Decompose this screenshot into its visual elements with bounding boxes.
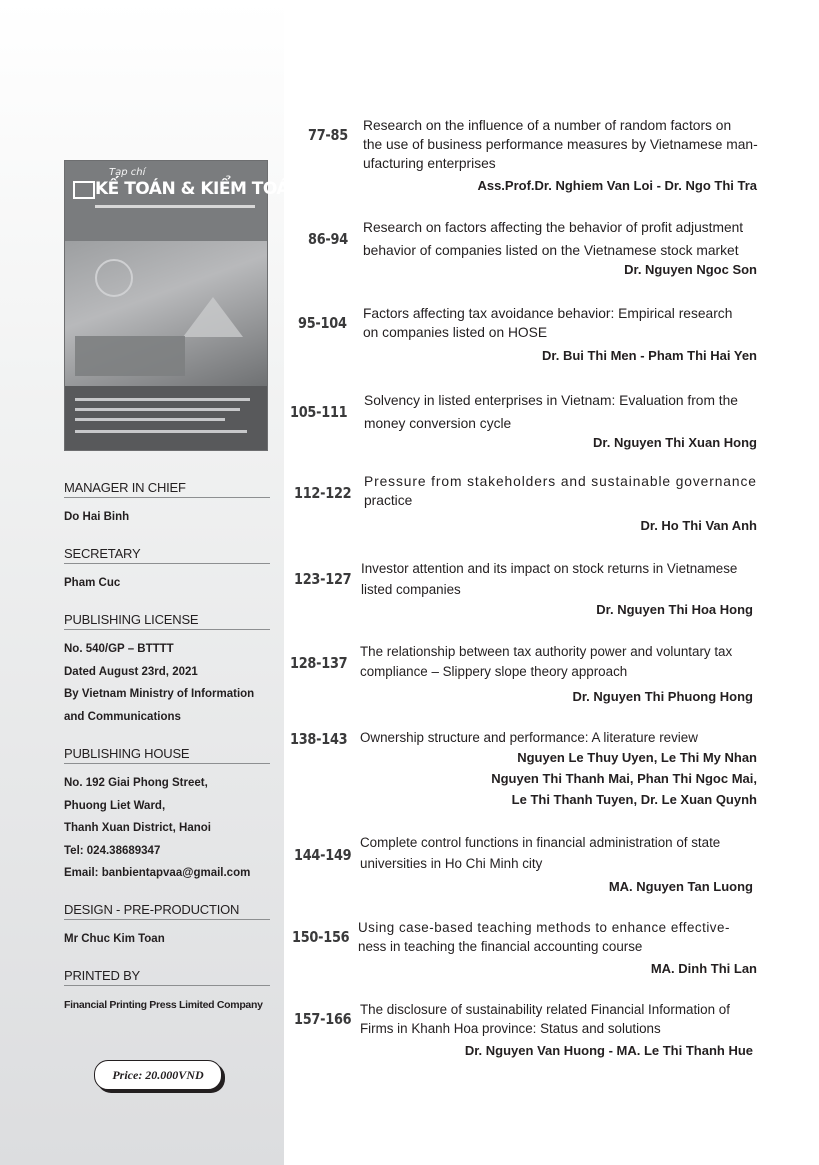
article-author: Ass.Prof.Dr. Nghiem Van Loi - Dr. Ngo Thi Tra <box>477 178 757 193</box>
section-line: Mr Chuc Kim Toan <box>64 933 165 945</box>
section-line: Thanh Xuan District, Hanoi <box>64 822 211 834</box>
magazine-cover-image <box>64 160 303 451</box>
article-author: Dr. Bui Thi Men - Pham Thi Hai Yen <box>541 348 757 363</box>
manager-section <box>64 480 270 529</box>
license-section <box>64 612 270 728</box>
cover-headline-band <box>65 386 267 450</box>
section-line: No. 192 Giai Phong Street, <box>64 777 208 789</box>
page-range: 144-149 <box>294 846 352 864</box>
email-text: Email: banbientapvaa@gmail.com <box>64 867 251 879</box>
section-heading: SECRETARY <box>64 546 270 564</box>
section-line: By Vietnam Ministry of Information <box>64 688 255 700</box>
article-author: Dr. Nguyen Ngoc Son <box>624 262 757 277</box>
section-heading: PRINTED BY <box>64 968 270 986</box>
section-heading: MANAGER IN CHIEF <box>64 480 270 498</box>
article-author: MA. Dinh Thi Lan <box>650 961 757 976</box>
section-line: Phuong Liet Ward, <box>64 799 166 812</box>
page-range: 95-104 <box>298 314 347 332</box>
article-title: Ownership structure and performance: A literature review <box>360 730 698 745</box>
article-title: Using case-based teaching methods to enhance effective- ness in teaching the financial accounting course <box>358 920 730 954</box>
article-title: The disclosure of sustainability related Financial Information of Firms in Khanh Hoa province: Status and solutions <box>360 1002 730 1036</box>
page-range: 112-122 <box>294 484 352 502</box>
page-range: 86-94 <box>308 230 348 248</box>
cover-masthead <box>65 161 303 241</box>
page-range: 150-156 <box>292 928 350 946</box>
article-author: Dr. Nguyen Thi Phuong Hong <box>572 689 753 704</box>
page-range: 105-111 <box>290 403 348 421</box>
design-section <box>64 902 270 951</box>
section-line: No. 540/GP – BTTTT <box>64 643 174 655</box>
page-range: 77-85 <box>308 126 348 144</box>
article-title: Research on the influence of a number of random factors on the use of business performance measures by Vietnamese man- ufacturing enterprises <box>363 118 758 171</box>
article-author: Dr. Nguyen Thi Xuan Hong <box>593 435 757 450</box>
secretary-section <box>64 546 270 595</box>
article-title: Complete control functions in financial administration of state universities in Ho Chi Minh city <box>360 835 721 871</box>
page-range: 128-137 <box>290 654 348 672</box>
price-badge: Price: 20.000VND <box>94 1060 222 1090</box>
article-title: Investor attention and its impact on stock returns in Vietnamese listed companies <box>361 561 738 597</box>
section-line: Dated August 23rd, 2021 <box>64 665 198 678</box>
sidebar <box>0 0 303 1165</box>
article-authors: Nguyen Le Thuy Uyen, Le Thi My Nhan Nguyen Thi Thanh Mai, Phan Thi Ngoc Mai, Le Thi Thanh Tuyen, Dr. Le Xuan Quynh <box>491 750 757 807</box>
computer-icon <box>73 181 95 199</box>
article-author: Dr. Nguyen Thi Hoa Hong <box>596 602 753 617</box>
article-title: Pressure from stakeholders and sustainable governance practice <box>364 474 757 508</box>
article-title: The relationship between tax authority power and voluntary tax compliance – Slippery slope theory approach <box>360 644 733 679</box>
section-line: Do Hai Binh <box>64 511 130 523</box>
article-title: Research on factors affecting the behavior of profit adjustment behavior of companies listed on the Vietnamese stock market <box>363 220 744 258</box>
section-heading: DESIGN - PRE-PRODUCTION <box>64 902 270 920</box>
article-author: MA. Nguyen Tan Luong <box>608 879 753 894</box>
article-author: Dr. Ho Thi Van Anh <box>640 518 757 533</box>
cover-brand: KẾ TOÁN & KIỂM TOÁN <box>95 179 303 199</box>
page-range: 157-166 <box>294 1010 352 1028</box>
section-line: and Communications <box>64 710 181 723</box>
publishing-house-section <box>64 746 270 885</box>
cover-tapchi: Tạp chí <box>109 167 146 178</box>
article-title: Factors affecting tax avoidance behavior: Empirical research on companies listed on HOSE <box>363 306 733 340</box>
section-heading: PUBLISHING HOUSE <box>64 746 270 764</box>
section-line: Pham Cuc <box>64 577 121 589</box>
article-title: Solvency in listed enterprises in Vietnam: Evaluation from the money conversion cycle <box>364 393 738 431</box>
printed-by-section <box>64 968 270 1017</box>
article-author: Dr. Nguyen Van Huong - MA. Le Thi Thanh Hue <box>464 1043 753 1058</box>
page-range: 123-127 <box>294 570 352 588</box>
cover-photo <box>65 241 267 386</box>
page-range: 138-143 <box>290 730 348 748</box>
section-line: Tel: 024.38689347 <box>64 844 161 857</box>
section-heading: PUBLISHING LICENSE <box>64 612 270 630</box>
section-line: Financial Printing Press Limited Company <box>64 999 263 1011</box>
